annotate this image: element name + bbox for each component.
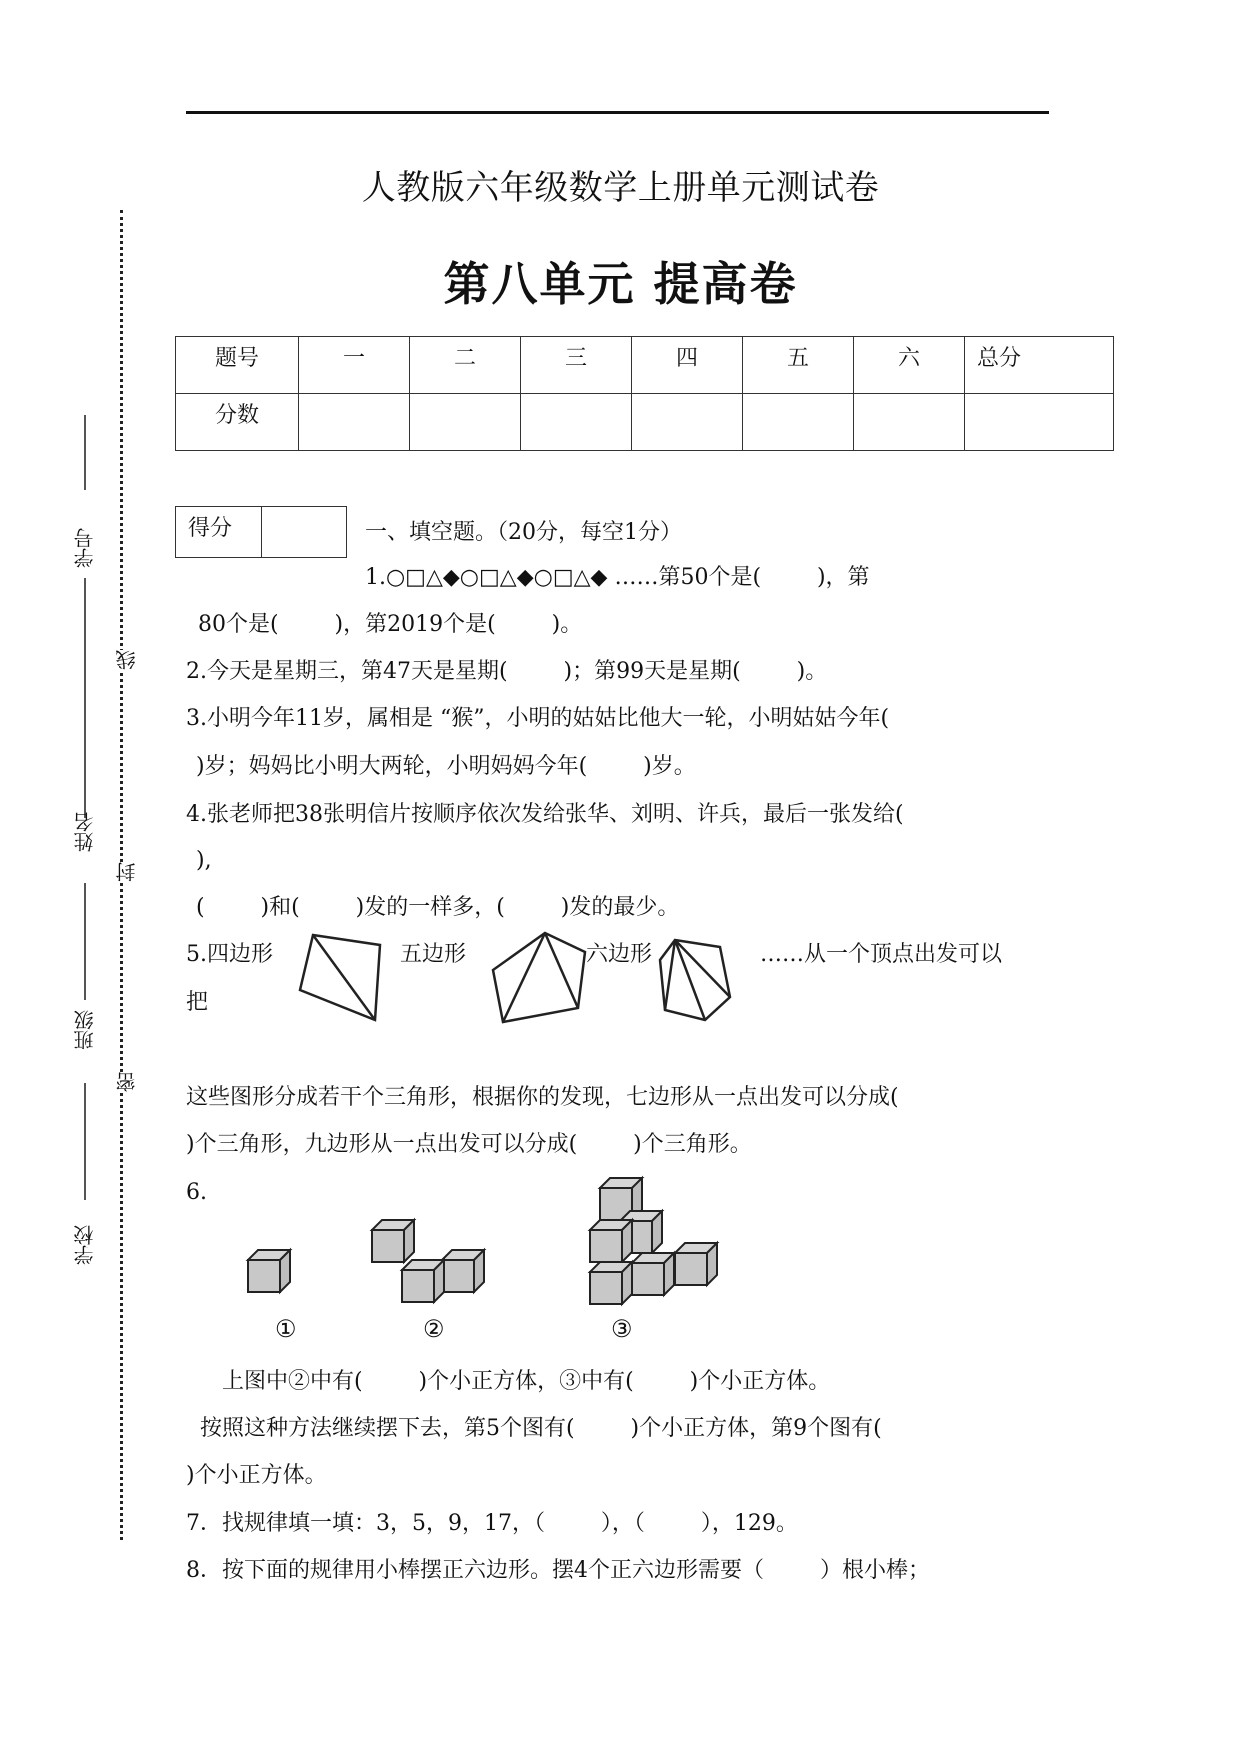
score-table-cell: 六 xyxy=(854,337,965,394)
cube-icon xyxy=(632,1253,674,1295)
exam-subtitle: 第八单元 提高卷 xyxy=(443,257,798,311)
question-4-line-2: ), xyxy=(196,848,212,873)
question-6-label: 6. xyxy=(186,1180,207,1205)
question-4-line-1: 4.张老师把38张明信片按顺序依次发给张华、刘明、许兵，最后一张发给( xyxy=(186,802,904,827)
score-table-cell: 一 xyxy=(299,337,410,394)
exam-title: 人教版六年级数学上册单元测试卷 xyxy=(361,168,880,208)
cube-icon xyxy=(442,1250,484,1292)
cube-icon xyxy=(675,1243,717,1285)
question-7: 7．找规律填一填：3，5，9，17，（ ），（ ），129。 xyxy=(186,1511,798,1536)
cube-icon xyxy=(402,1260,444,1302)
score-table-cell: 五 xyxy=(743,337,854,394)
score-table-cell: 四 xyxy=(632,337,743,394)
score-table-cell: 三 xyxy=(521,337,632,394)
section-heading: 一、填空题。（20分，每空1分） xyxy=(365,520,682,545)
question-5-label-hexagon: 六边形 xyxy=(586,942,653,967)
question-5-line-2: 把 xyxy=(186,990,209,1015)
school-label: 学校 xyxy=(73,1225,97,1265)
seal-mark-xian: 线 xyxy=(112,650,141,670)
question-5-label-pentagon: 五边形 xyxy=(400,942,467,967)
question-2: 2.今天是星期三，第47天是星期( )；第99天是星期( )。 xyxy=(186,659,828,684)
question-5-line-4: )个三角形，九边形从一点出发可以分成( )个三角形。 xyxy=(186,1132,752,1157)
score-table-cell: 二 xyxy=(410,337,521,394)
question-6-line-3: )个小正方体。 xyxy=(186,1463,327,1488)
question-5-label-quadrilateral: 5.四边形 xyxy=(186,942,273,967)
question-5-tail: ……从一个顶点出发可以 xyxy=(760,942,1003,967)
cube-icon xyxy=(590,1262,632,1304)
cube-icon xyxy=(248,1250,290,1292)
question-6-line-1: 上图中②中有( )个小正方体，③中有( )个小正方体。 xyxy=(222,1369,831,1394)
score-table-cell: 总分 xyxy=(965,337,1114,394)
question-1-line-2: 80个是( )，第2019个是( )。 xyxy=(198,612,583,637)
section-score-label: 得分 xyxy=(176,507,262,557)
class-label: 班级 xyxy=(73,1010,97,1050)
question-5-line-3: 这些图形分成若干个三角形，根据你的发现，七边形从一点出发可以分成( xyxy=(186,1085,899,1110)
seal-mark-mi: 密 xyxy=(112,1072,141,1092)
student-id-label: 学号 xyxy=(73,528,97,568)
score-table-cell: 分数 xyxy=(176,394,299,451)
seal-mark-feng: 封 xyxy=(112,862,141,882)
question-3-line-2: )岁；妈妈比小明大两轮，小明妈妈今年( )岁。 xyxy=(196,754,696,779)
score-table-cell: 题号 xyxy=(176,337,299,394)
figure-label-2: ② xyxy=(423,1315,445,1343)
question-3-line-1: 3.小明今年11岁，属相是 “猴”，小明的姑姑比他大一轮，小明姑姑今年( xyxy=(186,706,890,731)
cube-icon xyxy=(590,1220,632,1262)
question-4-line-3: ( )和( )发的一样多，( )发的最少。 xyxy=(196,895,680,920)
question-1-line-1: 1.○□△◆○□△◆○□△◆ ……第50个是( )，第 xyxy=(365,565,870,590)
question-6-line-2: 按照这种方法继续摆下去，第5个图有( )个小正方体，第9个图有( xyxy=(200,1416,882,1441)
name-label: 姓名 xyxy=(73,812,97,852)
cube-icon xyxy=(372,1220,414,1262)
figure-label-1: ① xyxy=(275,1315,297,1343)
figure-label-3: ③ xyxy=(611,1315,633,1343)
question-8: 8．按下面的规律用小棒摆正六边形。摆4个正六边形需要（ ）根小棒； xyxy=(186,1558,930,1583)
